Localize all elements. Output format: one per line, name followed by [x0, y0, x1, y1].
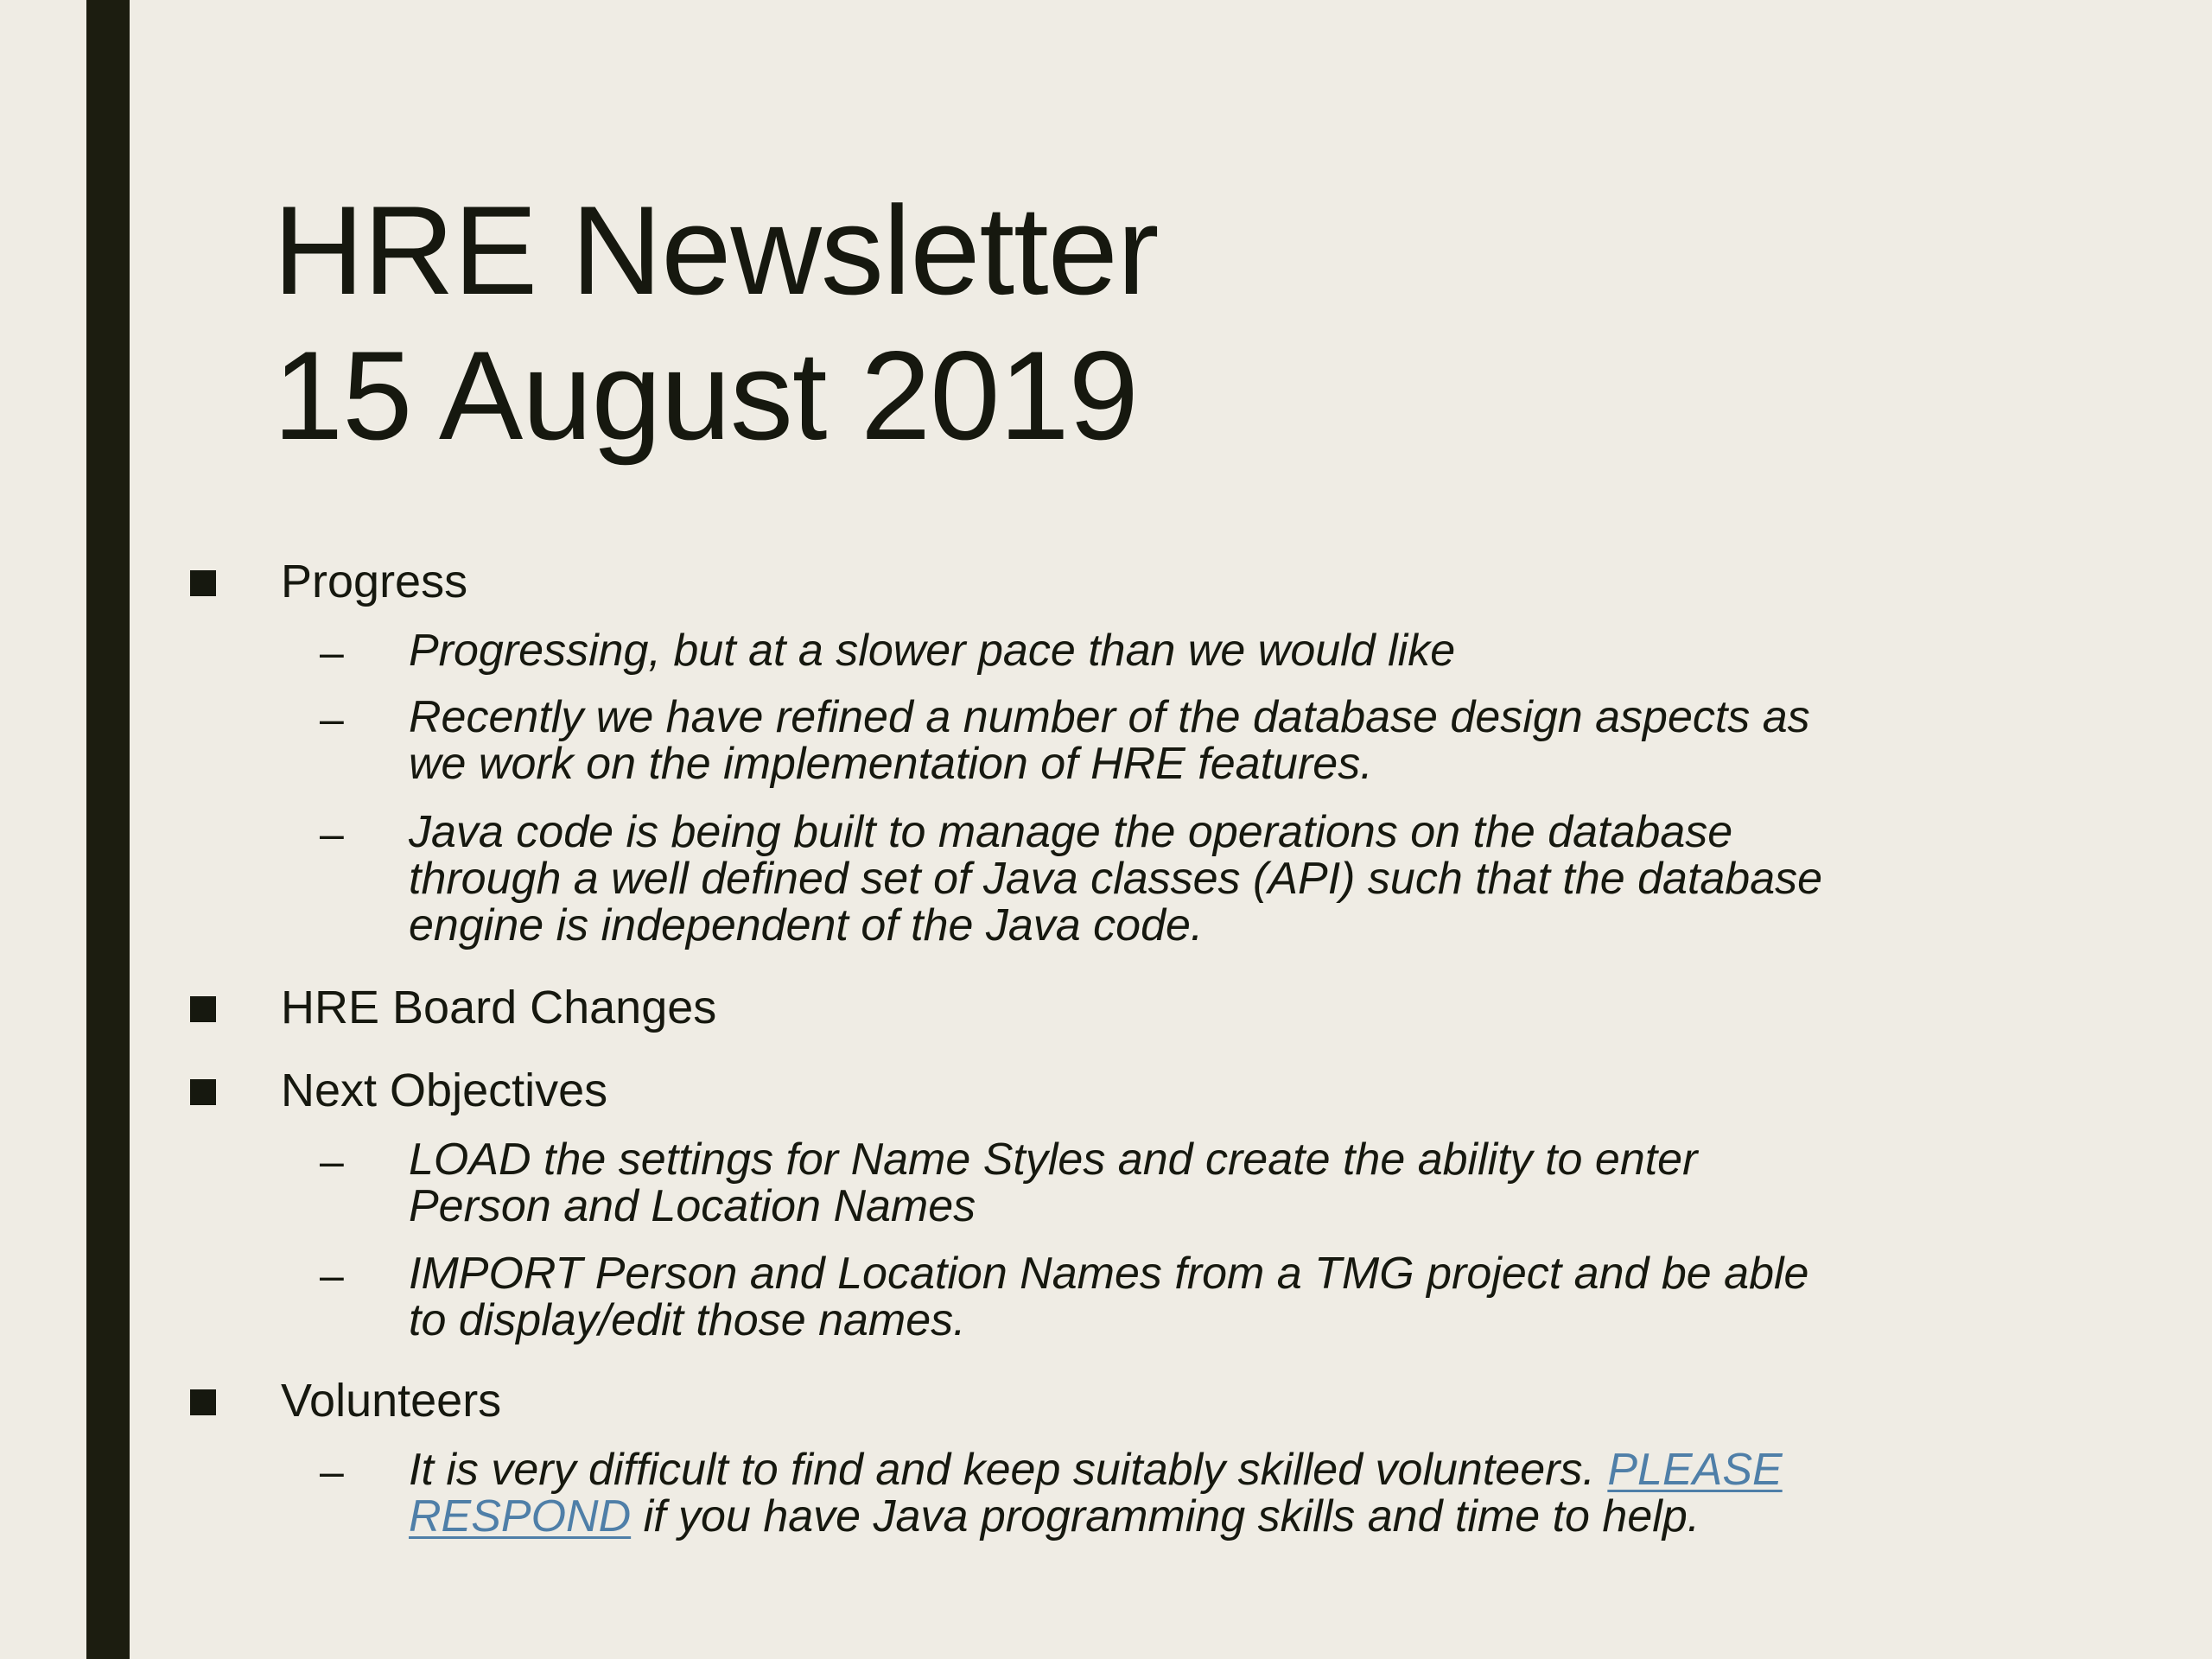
list-item-line: we work on the implementation of HRE features. — [409, 739, 1373, 789]
list-item — [409, 627, 1981, 674]
list-item-line: engine is independent of the Java code. — [409, 900, 1204, 950]
dash-icon: – — [320, 1447, 344, 1496]
bullet-square-icon — [190, 996, 216, 1022]
dash-icon: – — [320, 628, 344, 677]
please-respond-link-continued[interactable]: RESPOND — [409, 1491, 632, 1541]
list-item — [409, 1446, 1981, 1540]
list-item — [409, 809, 1981, 949]
section-heading-board-changes: HRE Board Changes — [281, 982, 717, 1033]
list-item-line: Progressing, but at a slower pace than we would like — [409, 626, 1456, 676]
list-item — [409, 1250, 1981, 1344]
title-line-1: HRE Newsletter — [273, 180, 1159, 321]
dash-icon: – — [320, 810, 344, 858]
list-item — [409, 694, 1981, 787]
dash-icon: – — [320, 1137, 344, 1185]
list-item-line: to display/edit those names. — [409, 1295, 966, 1345]
dash-icon: – — [320, 1251, 344, 1300]
slide-title — [273, 178, 2001, 468]
slide-accent-bar — [86, 0, 130, 1659]
bullet-square-icon — [190, 570, 216, 596]
section-heading-volunteers: Volunteers — [281, 1375, 502, 1427]
list-item — [409, 1136, 1981, 1230]
bullet-square-icon — [190, 1079, 216, 1105]
list-item-line — [409, 1446, 1981, 1493]
volunteers-text-before-link: It is very difficult to find and keep suitably skilled volunteers. — [409, 1445, 1608, 1495]
list-item-line: Java code is being built to manage the operations on the database — [409, 807, 1733, 857]
dash-icon: – — [320, 695, 344, 743]
list-item-line: LOAD the settings for Name Styles and create the ability to enter — [409, 1135, 1698, 1185]
title-line-2: 15 August 2019 — [273, 325, 1138, 466]
list-item-line — [409, 1493, 1981, 1540]
list-item-line: Recently we have refined a number of the database design aspects as — [409, 692, 1810, 742]
section-heading-progress: Progress — [281, 556, 468, 607]
bullet-square-icon — [190, 1389, 216, 1415]
list-item-line: through a well defined set of Java classes (API) such that the database — [409, 854, 1823, 904]
list-item-line: IMPORT Person and Location Names from a TMG project and be able — [409, 1249, 1809, 1299]
list-item-line: Person and Location Names — [409, 1181, 976, 1231]
please-respond-link[interactable]: PLEASE — [1607, 1445, 1783, 1495]
volunteers-text-after-link: if you have Java programming skills and time to help. — [631, 1491, 1700, 1541]
section-heading-next-objectives: Next Objectives — [281, 1065, 608, 1116]
